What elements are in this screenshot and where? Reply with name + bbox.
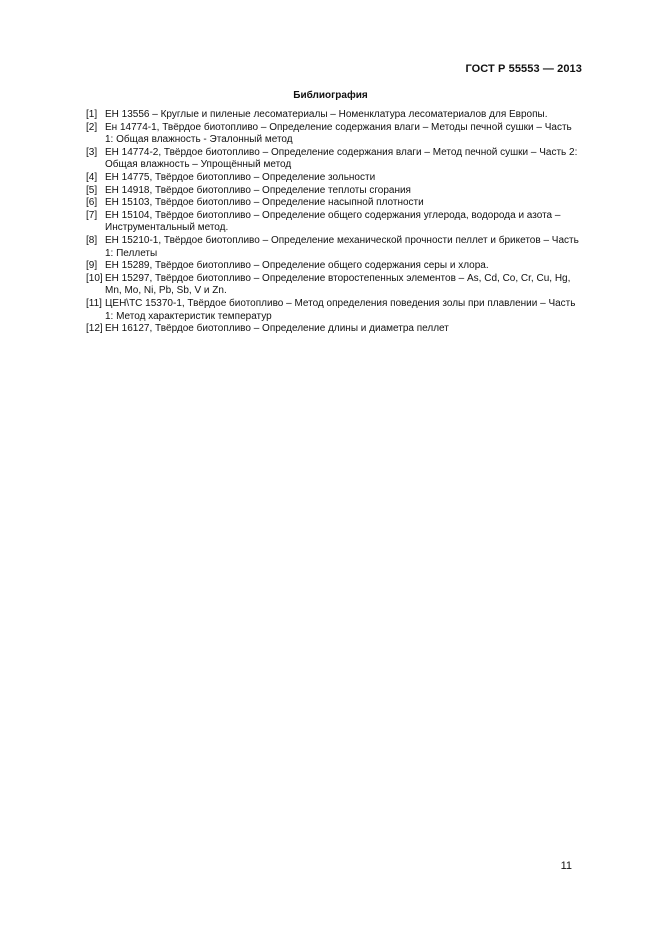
bibliography-entry [86,260,586,273]
bibliography-entry [86,210,586,235]
entry-text: ЕН 14774-2, Твёрдое биотопливо – Определение содержания влаги – Метод печной сушки – Часть 2: Общая влажность – Упрощённый метод [105,146,578,171]
entry-text: ЕН 15297, Твёрдое биотопливо – Определение второстепенных элементов – As, Cd, Co, Cr, Cu, Hg, Mn, Mo, Ni, Pb, Sb, V и Zn. [105,272,571,297]
entry-number: [1] [86,109,98,120]
entry-number: [10] [86,272,103,284]
entry-number: [3] [86,146,98,158]
entry-text: ЕН 14918, Твёрдое биотопливо – Определение теплоты сгорания [105,184,411,196]
entry-text: ЕН 15104, Твёрдое биотопливо – Определение общего содержания углерода, водорода и азота – Инструментальный метод. [105,209,561,234]
bibliography-title: Библиография [293,90,368,101]
entry-text: ЦЕН\TC 15370-1, Твёрдое биотопливо – Метод определения поведения золы при плавлении – Часть 1: Метод характеристик температур [105,297,576,322]
entry-text: ЕН 13556 – Круглые и пиленые лесоматериалы – Номенклатура лесоматериалов для Европы. [105,109,548,120]
entry-number: [5] [86,184,98,196]
page-number: 11 [560,860,572,872]
bibliography-entry [86,147,586,172]
bibliography-entry [86,122,586,147]
entry-number: [6] [86,197,98,209]
bibliography-entry [86,109,586,122]
standard-code-header: ГОСТ Р 55553 — 2013 [465,63,582,75]
entry-number: [7] [86,209,98,221]
entry-number: [2] [86,121,98,133]
bibliography-entry [86,197,586,210]
bibliography-entry [86,185,586,198]
entry-number: [8] [86,234,98,246]
entry-text: Ен 14774-1, Твёрдое биотопливо – Определение содержания влаги – Методы печной сушки – Часть 1: Общая влажность - Эталонный метод [105,121,572,146]
bibliography-entry [86,235,586,260]
entry-text: ЕН 15103, Твёрдое биотопливо – Определение насыпной плотности [105,197,424,209]
bibliography-entry [86,273,586,298]
entry-number: [11] [86,297,102,309]
entry-number: [12] [86,323,103,335]
bibliography-list [86,109,586,336]
bibliography-entry [86,172,586,185]
entry-text: ЕН 15289, Твёрдое биотопливо – Определение общего содержания серы и хлора. [105,260,489,272]
bibliography-entry [86,323,586,336]
entry-number: [4] [86,171,98,183]
entry-text: ЕН 16127, Твёрдое биотопливо – Определение длины и диаметра пеллет [105,323,449,335]
entry-text: ЕН 15210-1, Твёрдое биотопливо – Определение механической прочности пеллет и брикетов – Часть 1: Пеллеты [105,234,579,259]
bibliography-entry [86,298,586,323]
entry-number: [9] [86,260,98,272]
entry-text: ЕН 14775, Твёрдое биотопливо – Определение зольности [105,171,376,183]
